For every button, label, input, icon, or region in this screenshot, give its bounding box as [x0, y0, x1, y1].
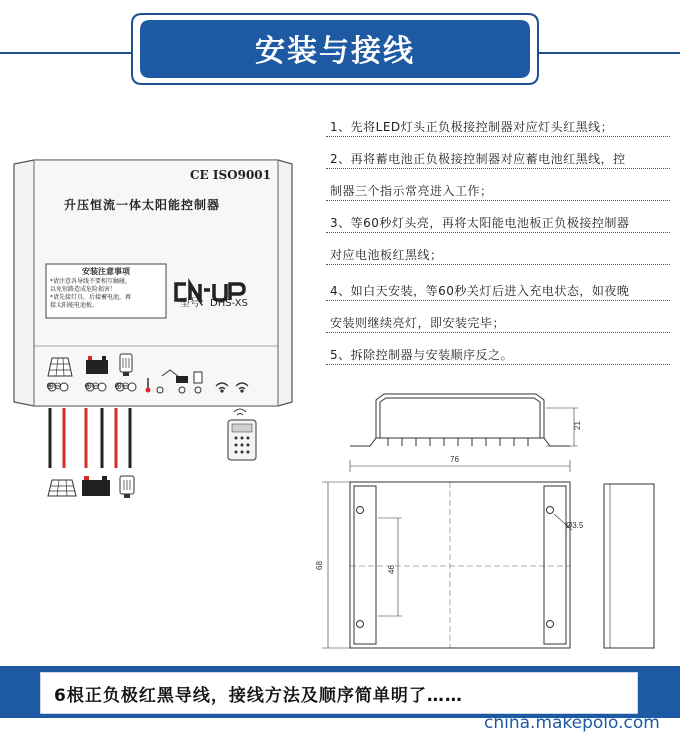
watermark-text: china.makepolo.com [484, 713, 660, 733]
terminal-sign: ⊕⊖ [46, 381, 61, 392]
step-divider [326, 264, 670, 265]
model-label: 型号：DHS-XS [180, 298, 248, 309]
svg-text:76: 76 [450, 455, 459, 464]
step-2-cont: 制器三个指示常亮进入工作； [330, 184, 493, 198]
step-4-cont: 安装则继续亮灯，即安装完毕； [330, 316, 506, 330]
step-divider [326, 136, 670, 137]
dimension-drawing [310, 390, 670, 660]
step-divider [326, 332, 670, 333]
notice-text: *请注意各导线不要相互触碰， 以免短路造成危险损害！ *请先接灯具，后接蓄电池，再 接太阳能电池板。 [50, 278, 132, 309]
remote-control-icon [228, 409, 256, 460]
svg-text:21: 21 [573, 421, 582, 430]
battery-icon [82, 476, 110, 496]
terminal-sign: ⊕⊖ [84, 381, 99, 392]
page-title: 安装与接线 [255, 34, 415, 69]
step-4: 4、如白天安装，等60秒关灯后进入充电状态，如夜晚 [330, 284, 630, 298]
step-divider [326, 300, 670, 301]
terminal-sign: ⊕⊖ [114, 381, 129, 392]
svg-text:46: 46 [387, 565, 396, 574]
step-divider [326, 364, 670, 365]
solar-panel-icon [48, 358, 72, 376]
step-1: 1、先将LED灯头正负极接控制器对应灯头红黑线； [330, 120, 614, 134]
cert-label: CE ISO9001 [190, 168, 272, 182]
notice-title: 安装注意事项 [82, 267, 130, 276]
step-3-cont: 对应电池板红黑线； [330, 248, 443, 262]
step-5: 5、拆除控制器与安装顺序反之。 [330, 348, 514, 362]
step-divider [326, 200, 670, 201]
solar-panel-icon [48, 480, 76, 496]
svg-text:Ø3.5: Ø3.5 [566, 521, 584, 530]
product-name: 升压恒流一体太阳能控制器 [64, 198, 221, 212]
footer-note: 6根正负极红黑导线，接线方法及顺序简单明了…… [54, 686, 463, 706]
wires [50, 408, 130, 468]
svg-text:68: 68 [315, 561, 324, 570]
step-divider [326, 232, 670, 233]
step-2: 2、再将蓄电池正负极接控制器对应蓄电池红黑线，控 [330, 152, 626, 166]
lamp-icon [120, 476, 134, 498]
step-3: 3、等60秒灯头亮，再将太阳能电池板正负极接控制器 [330, 216, 630, 230]
step-divider [326, 168, 670, 169]
